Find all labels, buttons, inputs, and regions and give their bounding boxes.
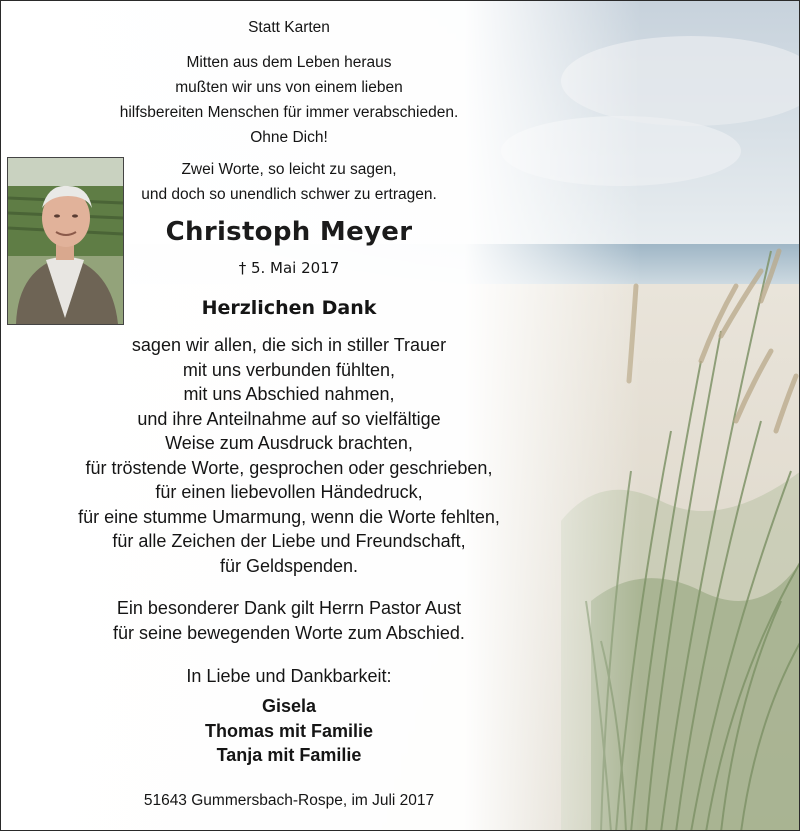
thanks-line: für einen liebevollen Händedruck, bbox=[155, 482, 423, 502]
saying-line: Zwei Worte, so leicht zu sagen, bbox=[181, 161, 397, 178]
deceased-name: Christoph Meyer bbox=[165, 217, 413, 247]
thanks-text bbox=[61, 333, 517, 578]
verse-line: mußten wir uns von einem lieben bbox=[175, 79, 403, 96]
verse-line: Mitten aus dem Leben heraus bbox=[186, 54, 392, 71]
thanks-line: für Geldspenden. bbox=[219, 555, 359, 576]
thanks-line: für eine stumme Umarmung, wenn die Worte fehlten, bbox=[78, 506, 500, 527]
signatory: Thomas mit Familie bbox=[204, 720, 374, 741]
exclamation: Ohne Dich! bbox=[250, 129, 328, 146]
thanks-line: für tröstende Worte, gesprochen oder geschrieben, bbox=[85, 457, 493, 478]
saying bbox=[61, 157, 517, 207]
closing-line: In Liebe und Dankbarkeit: bbox=[186, 666, 392, 686]
place-date: 51643 Gummersbach-Rospe, im Juli 2017 bbox=[143, 792, 435, 809]
saying-line: und doch so unendlich schwer zu ertragen. bbox=[141, 186, 437, 203]
thanks-line: mit uns Abschied nahmen, bbox=[183, 384, 395, 404]
signatory: Gisela bbox=[261, 696, 317, 716]
special-thanks-line: für seine bewegenden Worte zum Abschied. bbox=[113, 622, 465, 643]
thanks-heading: Herzlichen Dank bbox=[201, 297, 377, 319]
thanks-line: sagen wir allen, die sich in stiller Trauer bbox=[131, 335, 447, 355]
thanks-line: für alle Zeichen der Liebe und Freundschaft, bbox=[112, 531, 466, 551]
signatory: Tanja mit Familie bbox=[216, 745, 362, 765]
verse-line: hilfsbereiten Menschen für immer verabschieden. bbox=[119, 104, 459, 121]
intro-text: Statt Karten bbox=[248, 19, 330, 36]
thanks-line: Weise zum Ausdruck brachten, bbox=[165, 433, 413, 453]
signatories bbox=[61, 694, 517, 768]
thanks-line: mit uns verbunden fühlten, bbox=[182, 359, 396, 380]
thanks-line: und ihre Anteilnahme auf so vielfältige bbox=[137, 408, 441, 429]
special-thanks bbox=[61, 596, 517, 645]
death-date: † 5. Mai 2017 bbox=[238, 259, 340, 277]
opening-verse bbox=[61, 50, 517, 125]
special-thanks-line: Ein besonderer Dank gilt Herrn Pastor Aust bbox=[116, 598, 462, 618]
